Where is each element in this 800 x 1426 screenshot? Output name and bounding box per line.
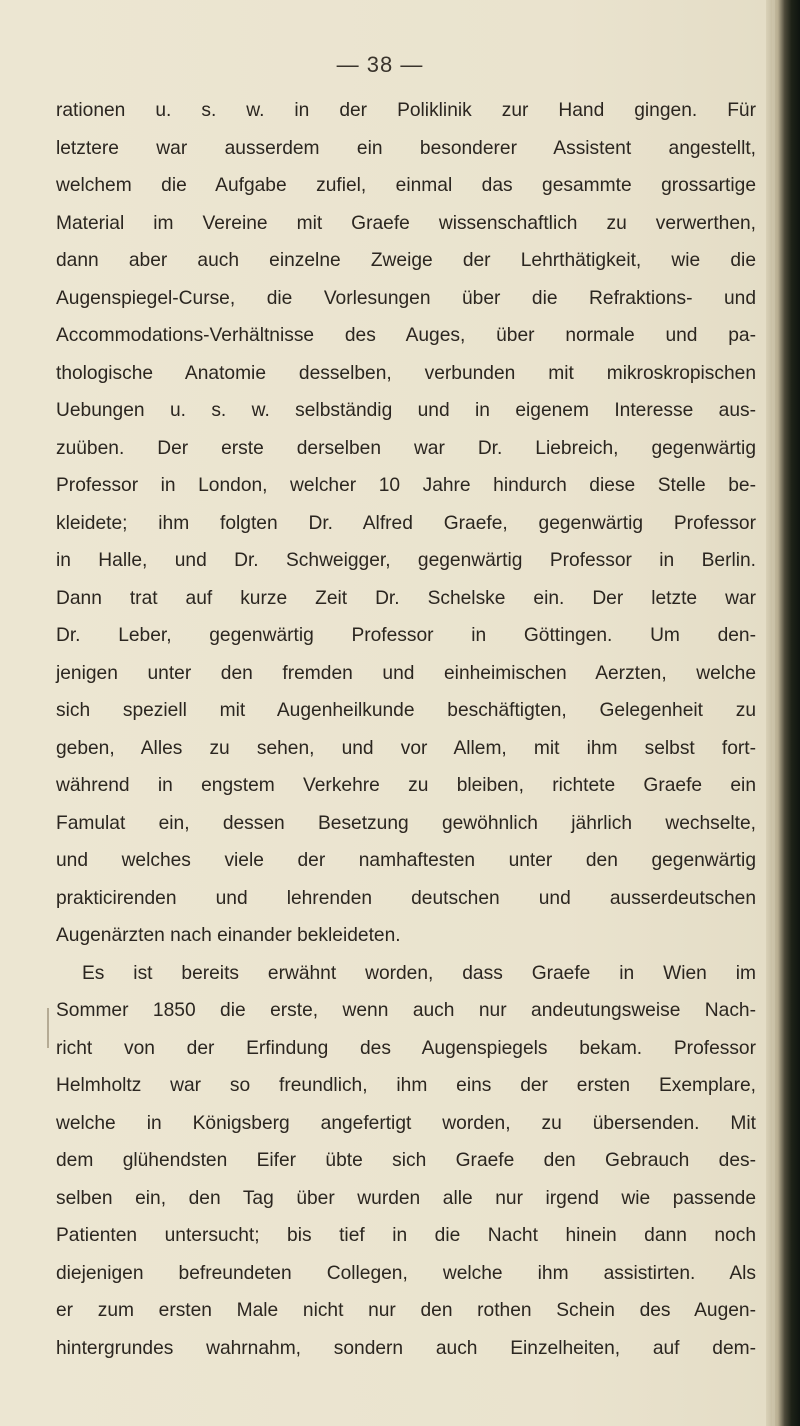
text-line: Professor in London, welcher 10 Jahre hindurch diese Stelle be-	[56, 475, 756, 496]
text-line: Accommodations-Verhältnisse des Auges, über normale und pa-	[56, 325, 756, 346]
text-line: Material im Vereine mit Graefe wissenschaftlich zu verwerthen,	[56, 212, 756, 234]
text-line: kleidete; ihm folgten Dr. Alfred Graefe, gegenwärtig Professor	[56, 512, 756, 534]
text-line: dann aber auch einzelne Zweige der Lehrthätigkeit, wie die	[56, 250, 756, 271]
text-line: prakticirenden und lehrenden deutschen und ausserdeutschen	[56, 887, 756, 909]
text-line: Sommer 1850 die erste, wenn auch nur andeutungsweise Nach-	[56, 1000, 756, 1021]
text-line: hintergrundes wahrnahm, sondern auch Einzelheiten, auf dem-	[56, 1337, 756, 1359]
text-line: Uebungen u. s. w. selbständig und in eigenem Interesse aus-	[56, 400, 756, 421]
body-text	[56, 92, 756, 1367]
text-line: zuüben. Der erste derselben war Dr. Liebreich, gegenwärtig	[56, 437, 756, 459]
text-line: letztere war ausserdem ein besonderer Assistent angestellt,	[56, 137, 756, 159]
page-binding-edge	[766, 0, 800, 1426]
text-line: Helmholtz war so freundlich, ihm eins der ersten Exemplare,	[56, 1075, 756, 1096]
paragraph-start-line: Es ist bereits erwähnt worden, dass Graefe in Wien im	[82, 962, 756, 984]
text-line: welchem die Aufgabe zufiel, einmal das gesammte grossartige	[56, 175, 756, 196]
text-line: richt von der Erfindung des Augenspiegels bekam. Professor	[56, 1037, 756, 1059]
text-line: dem glühendsten Eifer übte sich Graefe den Gebrauch des-	[56, 1150, 756, 1171]
text-line: und welches viele der namhaftesten unter den gegenwärtig	[56, 850, 756, 871]
text-line: Patienten untersucht; bis tief in die Nacht hinein dann noch	[56, 1225, 756, 1246]
page-number: — 38 —	[336, 52, 424, 77]
text-line: er zum ersten Male nicht nur den rothen Schein des Augen-	[56, 1300, 756, 1321]
text-line: rationen u. s. w. in der Poliklinik zur Hand gingen. Für	[56, 100, 756, 121]
text-line: Famulat ein, dessen Besetzung gewöhnlich jährlich wechselte,	[56, 812, 756, 834]
text-line: welche in Königsberg angefertigt worden, zu übersenden. Mit	[56, 1112, 756, 1134]
margin-mark	[47, 1008, 49, 1048]
paragraph-end-line: Augenärzten nach einander bekleideten.	[56, 925, 401, 946]
text-line: diejenigen befreundeten Collegen, welche ihm assistirten. Als	[56, 1262, 756, 1284]
text-line: Dr. Leber, gegenwärtig Professor in Göttingen. Um den-	[56, 625, 756, 646]
text-line: Dann trat auf kurze Zeit Dr. Schelske ein. Der letzte war	[56, 587, 756, 609]
text-line: in Halle, und Dr. Schweigger, gegenwärtig Professor in Berlin.	[56, 550, 756, 571]
text-line: sich speziell mit Augenheilkunde beschäftigten, Gelegenheit zu	[56, 700, 756, 721]
text-line: selben ein, den Tag über wurden alle nur irgend wie passende	[56, 1187, 756, 1209]
text-line: jenigen unter den fremden und einheimischen Aerzten, welche	[56, 662, 756, 684]
text-line: thologische Anatomie desselben, verbunden mit mikroskropischen	[56, 362, 756, 384]
text-line: während in engstem Verkehre zu bleiben, richtete Graefe ein	[56, 775, 756, 796]
text-line: geben, Alles zu sehen, und vor Allem, mit ihm selbst fort-	[56, 737, 756, 759]
text-line: Augenspiegel-Curse, die Vorlesungen über die Refraktions- und	[56, 287, 756, 309]
